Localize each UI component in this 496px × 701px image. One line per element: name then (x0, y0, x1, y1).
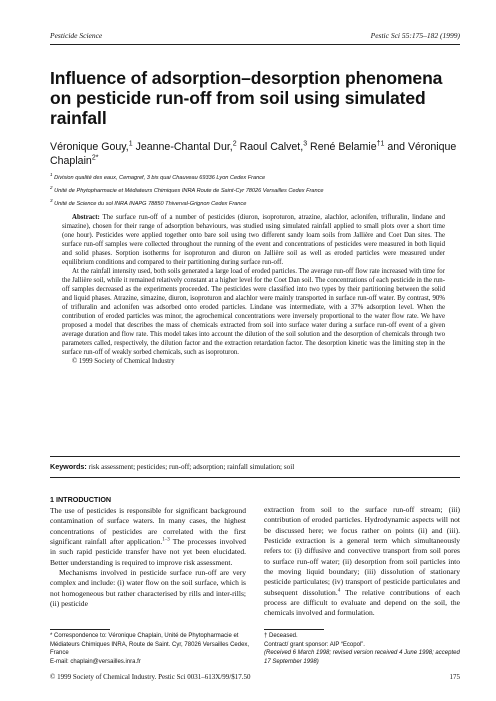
body-column-right (264, 505, 460, 619)
correspondence-text: * Correspondence to: Véronique Chaplain, Unité de Phytopharmacie et Médiateurs Chimiques INRA, Route de Saint. Cyr, 78026 Versailles Cedex, France (50, 633, 250, 657)
body-paragraph: Mechanisms involved in pesticide surface run-off are very complex and include: (i) water flow on the soil surface, which is not homogeneous but rather characterised by rills and inter-rills; (ii) pesticide (50, 568, 246, 609)
author-affiliation-mark: 3 (303, 140, 308, 148)
body-paragraph (264, 505, 460, 619)
affiliation-mark: 2 (50, 184, 53, 190)
body-paragraph (50, 506, 246, 568)
journal-citation: Pestic Sci 55:175–182 (1999) (370, 31, 460, 40)
author-affiliation-mark: †1 (376, 140, 385, 148)
author-affiliation-mark: 1 (128, 140, 133, 148)
author-affiliation-mark: 2* (91, 154, 99, 162)
author-list (50, 140, 470, 168)
affiliation-mark: 3 (50, 197, 53, 203)
footnote-rule (50, 629, 110, 630)
keywords (50, 462, 460, 472)
body-column-left (50, 494, 246, 609)
affiliation-text: Unité de Science du sol INRA INAPG 78850 Thiverval-Grignon Cedex France (52, 200, 247, 207)
abstract (62, 213, 445, 366)
affiliation-item (50, 170, 470, 183)
abstract-label: Abstract: (72, 214, 100, 221)
abstract-rule (50, 456, 460, 457)
grant-note: Contract/ grant sponsor: AIP “Ecopol”. (264, 641, 365, 648)
affiliation-text: Unité de Phytopharmacie et Médiateurs Chimiques INRA Route de Saint-Cyr 78026 Versailles Cedex France (52, 187, 324, 194)
section-heading: 1 INTRODUCTION (50, 495, 112, 504)
footer-copyright: © 1999 Society of Chemical Industry. Pestic Sci 0031–613X/99/$17.50 (50, 673, 251, 681)
citation-ref: 1–3 (162, 537, 170, 543)
page-footer (50, 673, 460, 685)
received-dates: (Received 6 March 1998; revised version received 4 June 1998; accepted 17 September 1998) (264, 650, 460, 665)
abstract-text: The surface run-off of a number of pesticides (diuron, isoproturon, atrazine, alachlor, aclonifen, trifluralin, lindane and simazine), chosen for their range of adsorption behaviours, was studied using simulated rainfall applied to small plots over a short time (one hour). Pesticides were applied together onto bare soil using two different sandy loam soils from Jallière and Coet Dan sites. The surface run-off samples were collected throughout the running of the event and concentrations of pesticides were measured in both liquid and solid phases. Sorption isotherms for isoproturon and diuron on Jallière soil as well as eroded particles were measured under equilibrium conditions and compared to their partitioning during surface run-off. (62, 214, 445, 267)
keywords-text: risk assessment; pesticides; run-off; adsorption; rainfall simulation; soil (86, 463, 295, 471)
keywords-label: Keywords: (50, 462, 87, 471)
author-name: Véronique Gouy, (50, 141, 129, 153)
abstract-paragraph (62, 213, 445, 267)
footnote-notes (264, 632, 464, 666)
affiliation-mark: 1 (50, 172, 53, 177)
body-text: The processes involved in such rapid pesticide transfer have not yet been elucidated. Better understanding is required to improve risk assessment. (50, 537, 247, 567)
correspondence-email: E-mail: chaplain@versailles.inra.fr (50, 658, 141, 665)
article-title: Influence of adsorption–desorption phenomena on pesticide run-off from soil using simulated rainfall (50, 68, 443, 128)
running-head (50, 31, 460, 43)
body-text: extraction from soil to the surface run-off stream; (iii) contribution of eroded particles. Hydrodynamic aspects will not be discussed here; we focus rather on points (ii) and (iii). Pesticide extraction is a general term which simultaneously refers to: (i) diffusive and convective transport from soil pores to surface run-off water; (ii) desorption from soil particles into the moving liquid boundary; (iii) dissolution of stationary pesticide particulates; (iv) transport of pesticide particulates and subsequent dissolution. (264, 505, 460, 597)
footnote-rule (264, 629, 324, 630)
affiliation-list (50, 170, 470, 209)
author-name: René Belamie (307, 141, 377, 153)
affiliation-item (50, 196, 470, 209)
affiliation-text: Division qualité des eaux, Cemagref, 3 bis quai Chauveau 69336 Lyon Cedex France (52, 174, 266, 181)
body-text: The relative contributions of each process are difficult to evaluate and depend on the soil, the chemicals involved and formulation. (264, 587, 460, 618)
author-name: and Véronique Chaplain (50, 141, 457, 167)
author-name: Raoul Calvet, (236, 141, 304, 153)
header-rule (50, 44, 460, 45)
page-number: 175 (449, 673, 460, 681)
author-name: Jeanne-Chantal Dur, (132, 141, 233, 153)
footnote-correspondence (50, 632, 250, 666)
body-text: The use of pesticides is responsible for significant background contamination of surface waters. In many cases, the highest concentrations of pesticides are correlated with the first significant rainfall after application. (50, 506, 246, 547)
deceased-note: † Deceased. (264, 633, 298, 639)
citation-ref: 4 (337, 588, 341, 594)
journal-name: Pesticide Science (50, 31, 103, 40)
affiliation-item (50, 183, 470, 196)
author-affiliation-mark: 2 (232, 140, 237, 148)
abstract-copyright: © 1999 Society of Chemical Industry (72, 358, 175, 366)
keywords-rule (50, 477, 460, 478)
abstract-paragraph: At the rainfall intensity used, both soils generated a large load of eroded particles. The average run-off flow rate increased with time for the Jallière soil, while it remained relatively constant at a higher level for the Coet Dan soil. The concentrations of each pesticide in the run-off samples decreased as the experiments proceeded. The pesticides were classified into two types by their partitioning between the solid and liquid phases. Atrazine, simazine, diuron, isoproturon and alachlor were mainly transported in surface run-off water. By contrast, 90% of trifluralin and aclonifen was adsorbed onto eroded particles. Lindane was intermediate, with a 37% adsorption level. When the contribution of eroded particles was minor, the agrochemical concentrations were inversely proportional to the water flow rate. We have proposed a model that describes the mass of chemicals extracted from soil into surface water during a surface run-off event of a given average duration and flow rate. This model takes into account the dilution of the soil solution and the desorption of chemicals through two parameters called, respectively, the dilution factor and the extraction retardation factor. The desorption kinetic was the limiting step in the surface run-off of weakly sorbed chemicals, such as isoproturon. (62, 268, 445, 357)
